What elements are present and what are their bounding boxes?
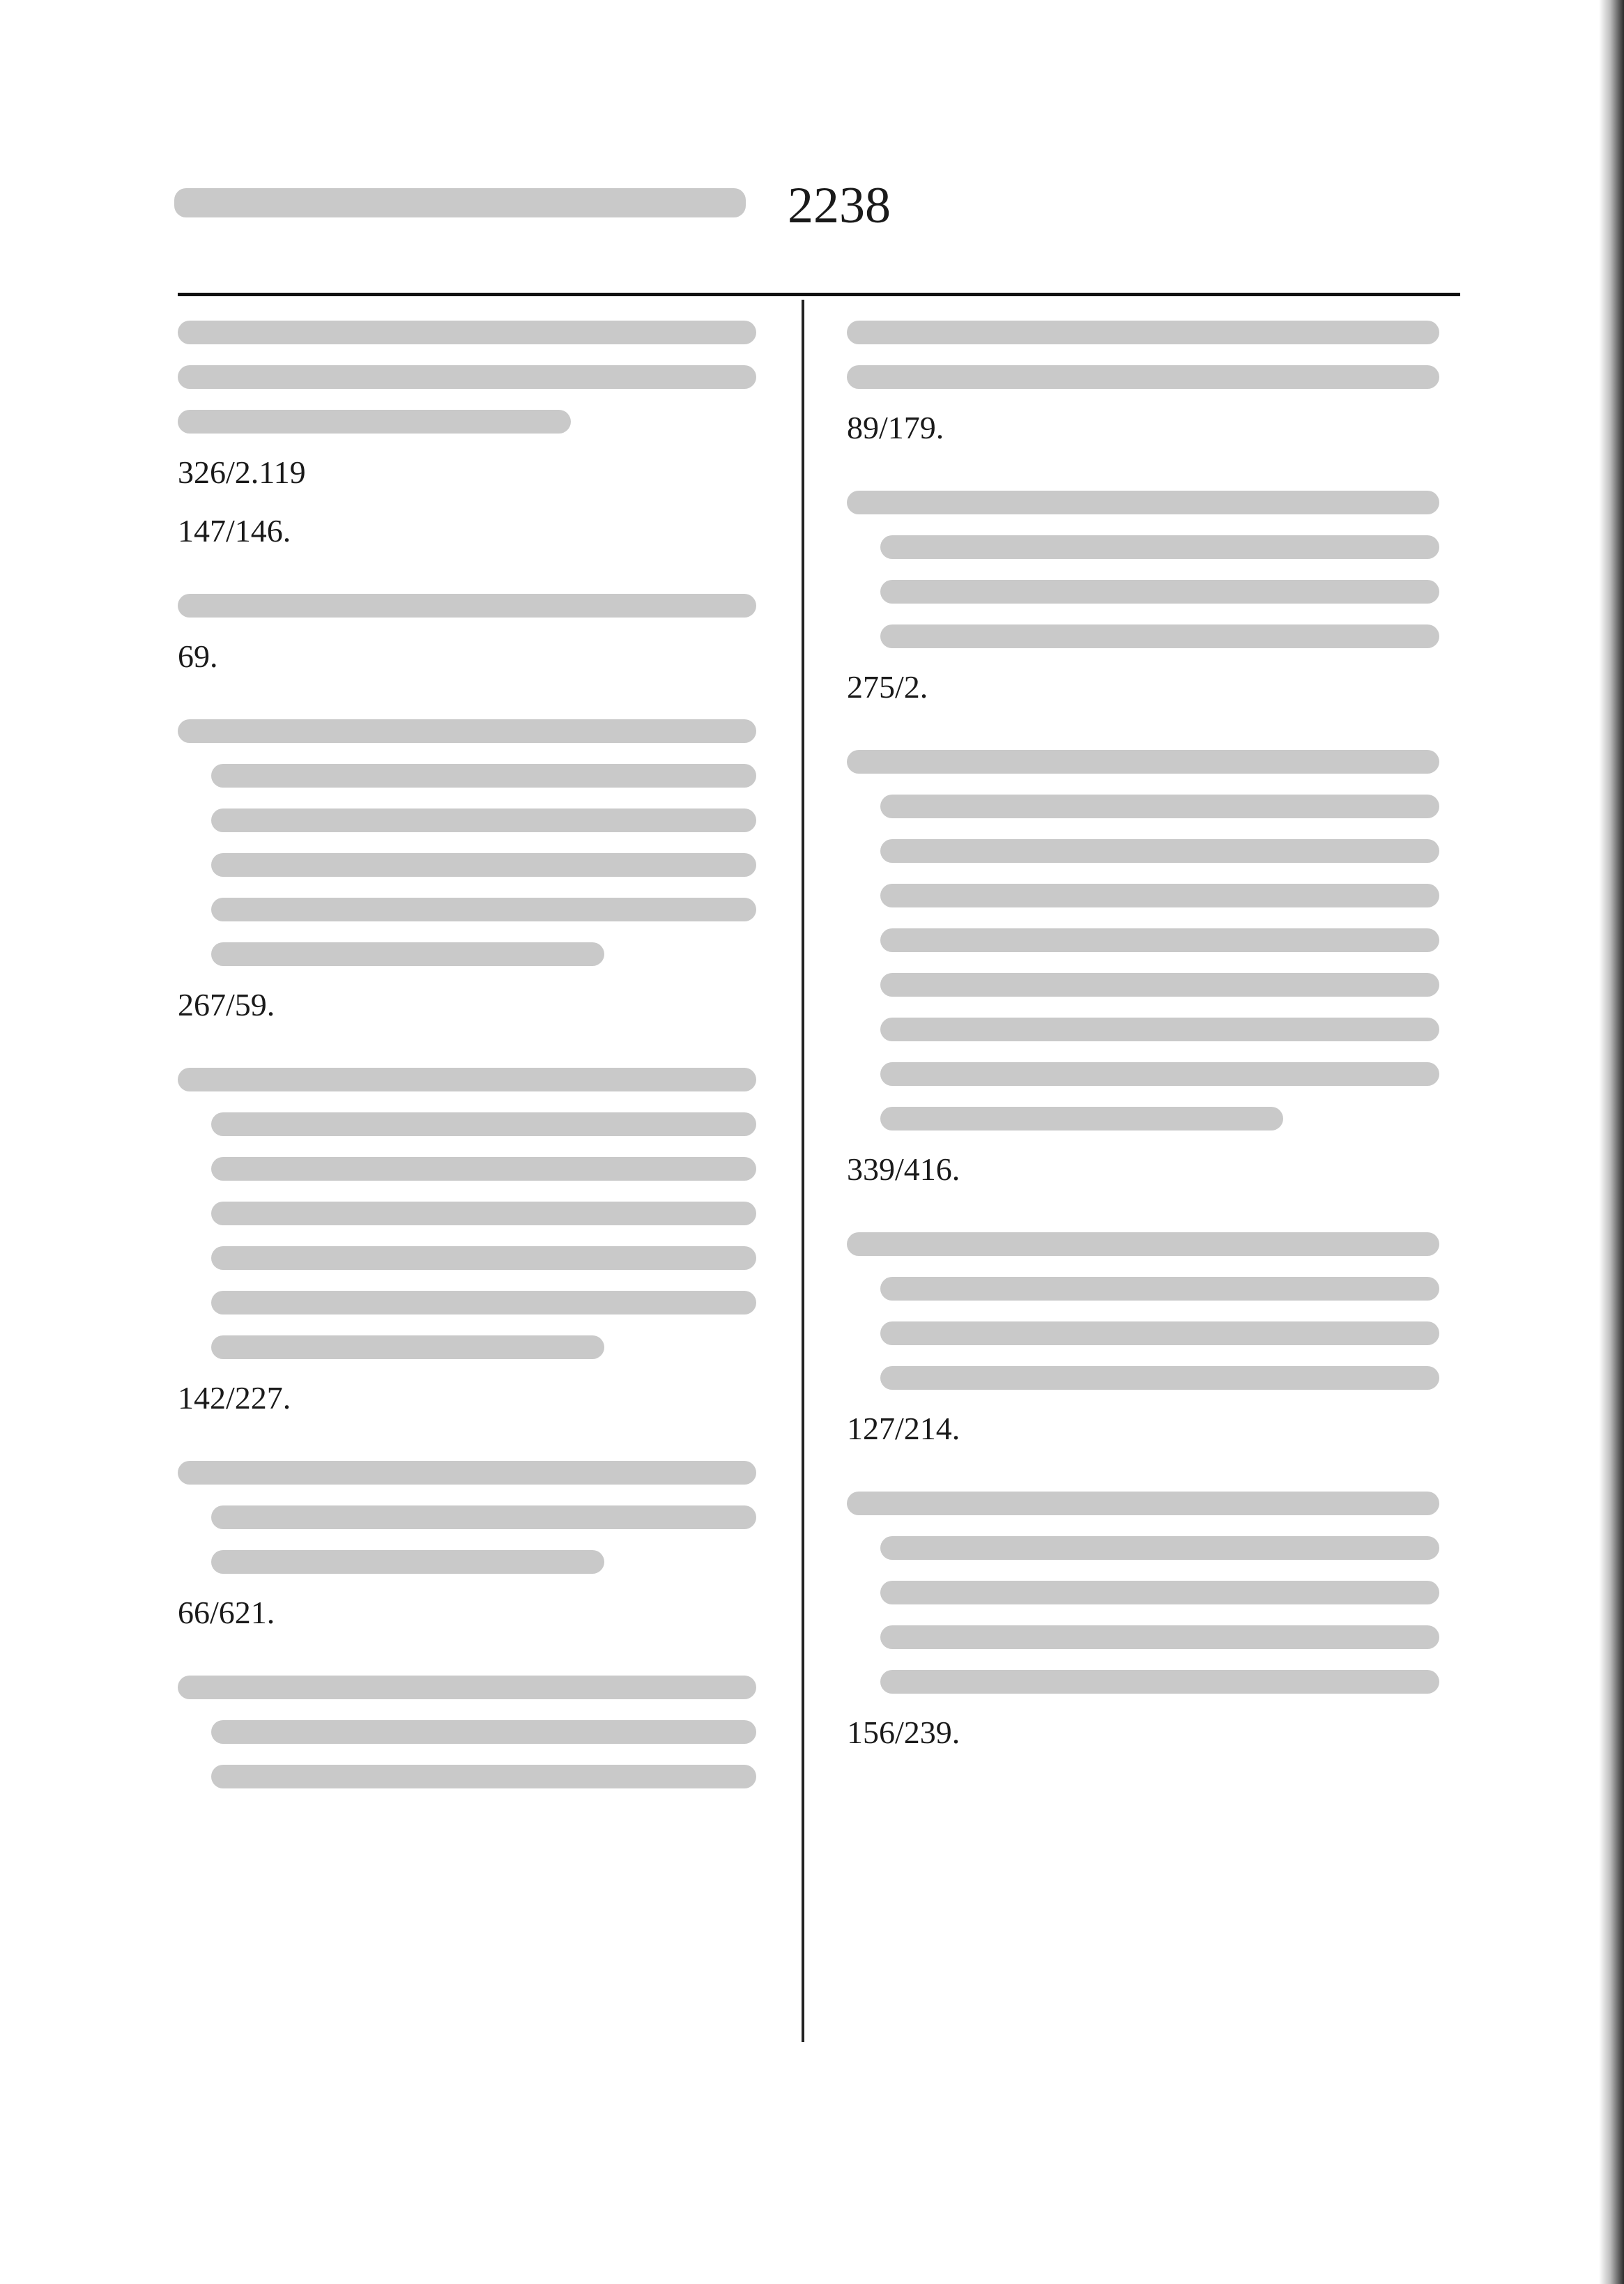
text-line-placeholder [178, 594, 756, 618]
text-line-placeholder [178, 410, 571, 434]
citation: 66/621. [178, 1595, 275, 1630]
dictionary-entry [847, 750, 1439, 1192]
text-line-placeholder [847, 491, 1439, 514]
text-line-placeholder [178, 1461, 756, 1485]
dictionary-entry [178, 1461, 756, 1635]
left-column [178, 321, 756, 1829]
dictionary-entry [178, 719, 756, 1027]
text-line-placeholder [880, 1321, 1439, 1345]
text-line-placeholder [880, 580, 1439, 604]
page-number: 2238 [788, 177, 891, 234]
text-line-placeholder [178, 365, 756, 389]
text-line-placeholder [211, 1765, 756, 1788]
text-line-placeholder [178, 1068, 756, 1091]
text-line-placeholder [880, 1625, 1439, 1649]
text-line-placeholder [178, 1676, 756, 1699]
citation: 142/227. [178, 1380, 291, 1416]
text-line-placeholder [880, 624, 1439, 648]
text-line-placeholder [211, 898, 756, 921]
text-line-placeholder [847, 321, 1439, 344]
text-line-placeholder [211, 1291, 756, 1315]
text-line-placeholder [211, 1550, 604, 1574]
text-line-placeholder [211, 1202, 756, 1225]
text-line-placeholder [880, 795, 1439, 818]
text-line-placeholder [847, 365, 1439, 389]
headword-range-placeholder [174, 188, 746, 217]
citation: 275/2. [847, 669, 928, 705]
right-column [847, 321, 1439, 1795]
text-line-placeholder [211, 764, 756, 788]
text-line-placeholder [880, 839, 1439, 863]
text-line-placeholder [847, 1492, 1439, 1515]
dictionary-entry [847, 1492, 1439, 1755]
text-line-placeholder [211, 1157, 756, 1181]
text-line-placeholder [178, 719, 756, 743]
dictionary-entry [178, 594, 756, 679]
citation: 339/416. [847, 1151, 960, 1187]
text-line-placeholder [880, 1018, 1439, 1041]
dictionary-entry [178, 1068, 756, 1420]
text-line-placeholder [178, 321, 756, 344]
text-line-placeholder [880, 1581, 1439, 1604]
text-line-placeholder [880, 535, 1439, 559]
dictionary-entry [178, 1676, 756, 1788]
citation: 89/179. [847, 410, 944, 445]
scan-binding-edge [1599, 0, 1624, 2284]
text-line-placeholder [847, 1232, 1439, 1256]
text-line-placeholder [880, 1277, 1439, 1301]
text-line-placeholder [211, 1112, 756, 1136]
text-line-placeholder [211, 853, 756, 877]
text-line-placeholder [211, 808, 756, 832]
dictionary-entry [178, 321, 756, 553]
running-header [174, 167, 1220, 244]
text-line-placeholder [880, 1670, 1439, 1694]
text-line-placeholder [880, 1107, 1283, 1130]
text-line-placeholder [880, 1366, 1439, 1390]
dictionary-entry [847, 491, 1439, 710]
text-line-placeholder [211, 1720, 756, 1744]
text-line-placeholder [880, 1062, 1439, 1086]
text-line-placeholder [880, 884, 1439, 907]
citation: 127/214. [847, 1411, 960, 1446]
text-line-placeholder [847, 750, 1439, 774]
citation: 326/2.119 [178, 454, 306, 490]
dictionary-entry [847, 1232, 1439, 1451]
text-line-placeholder [880, 928, 1439, 952]
header-rule [178, 293, 1460, 296]
text-line-placeholder [211, 1505, 756, 1529]
citation: 267/59. [178, 987, 275, 1022]
citation: 69. [178, 638, 218, 674]
citation: 156/239. [847, 1715, 960, 1750]
text-line-placeholder [211, 1246, 756, 1270]
column-divider [802, 300, 804, 2042]
dictionary-entry [847, 321, 1439, 450]
text-line-placeholder [211, 1335, 604, 1359]
text-line-placeholder [880, 1536, 1439, 1560]
text-line-placeholder [211, 942, 604, 966]
citation: 147/146. [178, 513, 291, 549]
text-line-placeholder [880, 973, 1439, 997]
